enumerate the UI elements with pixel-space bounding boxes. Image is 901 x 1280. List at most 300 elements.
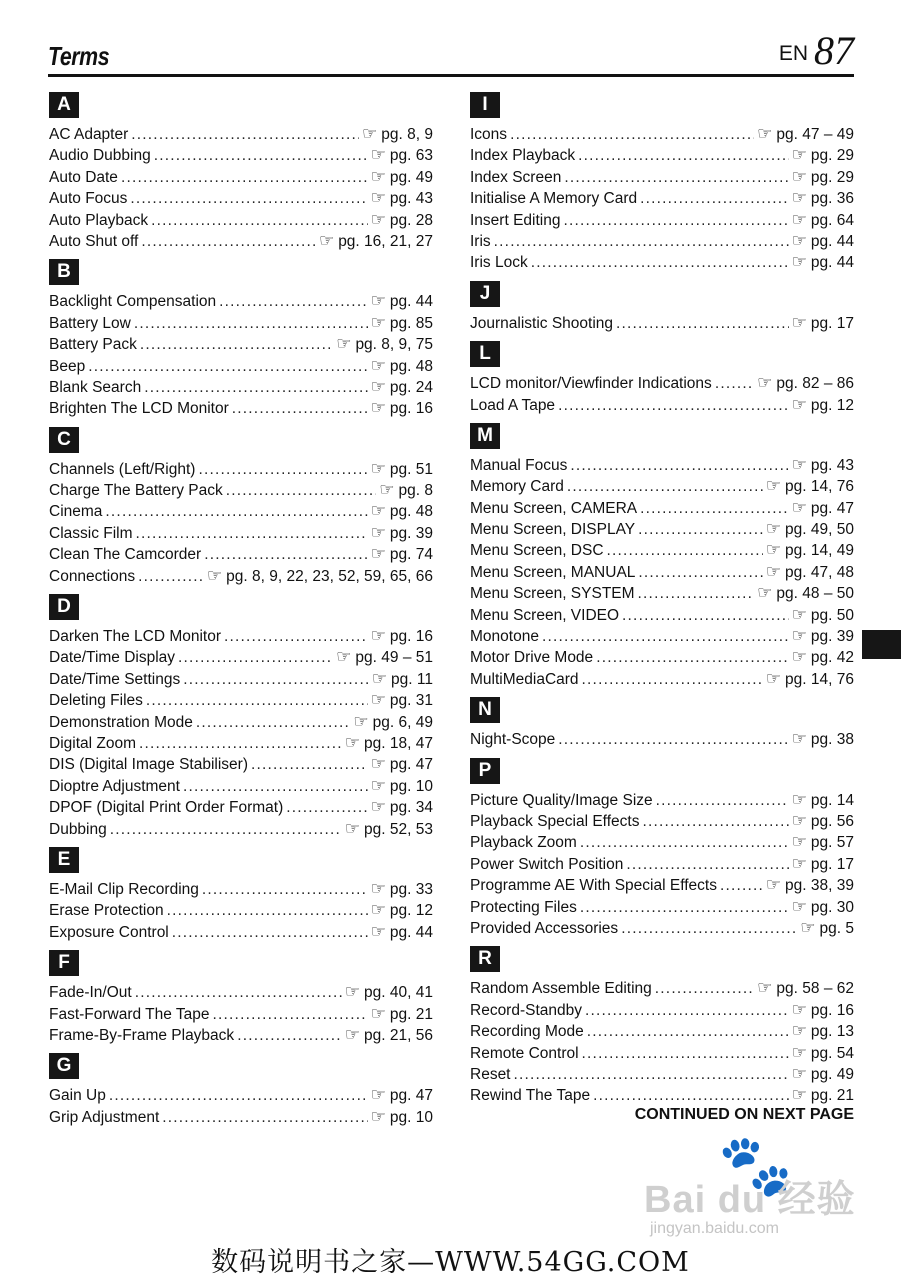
index-entry xyxy=(49,333,433,354)
pointing-hand-icon: ☞ xyxy=(791,454,807,474)
page-ref-text: pg. 16 xyxy=(389,400,433,418)
index-section-e xyxy=(49,847,433,942)
dot-leader xyxy=(593,1085,789,1106)
index-section-m xyxy=(470,423,854,689)
dot-leader xyxy=(564,167,788,188)
index-entry xyxy=(470,209,854,230)
entry-term: Darken The LCD Monitor xyxy=(49,628,222,646)
dot-leader xyxy=(715,373,754,394)
entry-term: Dubbing xyxy=(49,820,107,838)
page-ref-text: pg. 48 – 50 xyxy=(776,585,854,603)
entry-term: Rewind The Tape xyxy=(470,1087,591,1105)
index-entry xyxy=(49,312,433,333)
pointing-hand-icon: ☞ xyxy=(344,1024,361,1044)
index-section-d xyxy=(49,594,433,839)
section-letter: J xyxy=(470,281,500,307)
entry-page-ref xyxy=(371,899,433,921)
pointing-hand-icon: ☞ xyxy=(370,166,386,186)
entry-page-ref xyxy=(353,711,433,733)
index-entry xyxy=(470,454,854,475)
entry-page-ref xyxy=(371,689,433,711)
index-entry xyxy=(49,1003,433,1024)
index-section-n xyxy=(470,697,854,749)
page-ref-text: pg. 13 xyxy=(810,1023,854,1041)
index-entry xyxy=(470,625,854,646)
section-side-tab xyxy=(862,630,901,659)
page-ref-text: pg. 44 xyxy=(810,232,854,250)
footer-site-banner: 数码说明书之家—WWW.54GG.COM xyxy=(211,1247,690,1278)
entry-term: Auto Date xyxy=(49,168,118,186)
page-ref-text: pg. 10 xyxy=(389,777,433,795)
entry-term: Beep xyxy=(49,357,86,375)
entry-page-ref xyxy=(792,789,854,811)
entry-term: Dioptre Adjustment xyxy=(49,777,180,795)
watermark-url: jingyan.baidu.com xyxy=(650,1220,779,1237)
pointing-hand-icon: ☞ xyxy=(370,754,386,774)
entry-term: E-Mail Clip Recording xyxy=(49,880,199,898)
index-entry xyxy=(49,753,433,774)
entry-page-ref xyxy=(207,565,433,587)
dot-leader xyxy=(202,879,368,900)
entry-page-ref xyxy=(757,582,854,604)
section-letter: M xyxy=(470,423,500,449)
entry-page-ref xyxy=(371,500,433,522)
index-entry xyxy=(49,209,433,230)
index-entry xyxy=(470,831,854,852)
dot-leader xyxy=(144,377,367,398)
entry-page-ref xyxy=(792,209,854,231)
entry-page-ref xyxy=(371,796,433,818)
entry-page-ref xyxy=(336,646,433,668)
page-ref-text: pg. 47, 48 xyxy=(785,563,854,581)
index-entry xyxy=(470,166,854,187)
page-ref-text: pg. 14, 76 xyxy=(785,670,854,688)
entry-term: Power Switch Position xyxy=(470,855,624,873)
dot-leader xyxy=(105,501,367,522)
index-entry xyxy=(49,565,433,586)
entry-term: Auto Shut off xyxy=(49,232,139,250)
dot-leader xyxy=(232,398,368,419)
page-ref-text: pg. 8, 9, 22, 23, 52, 59, 65, 66 xyxy=(226,567,433,585)
page-ref-text: pg. 49 – 51 xyxy=(355,649,433,667)
index-entry xyxy=(49,376,433,397)
index-entry xyxy=(49,818,433,839)
dot-leader xyxy=(494,231,789,252)
page-ref-text: pg. 85 xyxy=(389,314,433,332)
index-entry xyxy=(49,981,433,1002)
index-entry xyxy=(470,1042,854,1063)
dot-leader xyxy=(140,334,333,355)
section-letter: I xyxy=(470,92,500,118)
pointing-hand-icon: ☞ xyxy=(791,810,807,830)
entry-term: Icons xyxy=(470,126,508,143)
dot-leader xyxy=(531,252,789,273)
entry-page-ref xyxy=(792,312,854,334)
dot-leader xyxy=(204,544,367,565)
index-entry xyxy=(470,896,854,917)
index-section-c xyxy=(49,427,433,586)
entry-page-ref xyxy=(766,518,854,540)
dot-leader xyxy=(88,356,367,377)
index-entry xyxy=(470,999,854,1020)
dot-leader xyxy=(622,605,789,626)
entry-term: Insert Editing xyxy=(470,211,561,229)
entry-term: Memory Card xyxy=(470,478,564,496)
dot-leader xyxy=(130,188,367,209)
index-entry xyxy=(49,899,433,920)
pointing-hand-icon: ☞ xyxy=(765,561,782,581)
page-ref-text: pg. 28 xyxy=(389,211,433,229)
dot-leader xyxy=(136,523,368,544)
page-ref-text: pg. 38, 39 xyxy=(785,877,854,895)
index-section-f xyxy=(49,950,433,1045)
pointing-hand-icon: ☞ xyxy=(370,1085,386,1105)
index-entry xyxy=(470,518,854,539)
dot-leader xyxy=(224,626,368,647)
continued-note: CONTINUED ON NEXT PAGE xyxy=(634,1106,854,1123)
index-entry xyxy=(49,1024,433,1045)
index-entry xyxy=(49,796,433,817)
entry-term: Menu Screen, CAMERA xyxy=(470,499,638,517)
dot-leader xyxy=(587,1021,789,1042)
index-entry xyxy=(49,187,433,208)
pointing-hand-icon: ☞ xyxy=(791,1042,807,1062)
dot-leader xyxy=(580,832,789,853)
entry-term: Night-Scope xyxy=(470,731,556,749)
entry-term: Gain Up xyxy=(49,1087,106,1105)
entry-term: Connections xyxy=(49,567,136,585)
index-entry xyxy=(49,290,433,311)
entry-term: Blank Search xyxy=(49,378,142,396)
index-entry xyxy=(470,475,854,496)
page-ref-text: pg. 39 xyxy=(810,628,854,646)
entry-page-ref xyxy=(766,539,854,561)
index-entry xyxy=(49,230,433,251)
entry-term: Picture Quality/Image Size xyxy=(470,791,653,809)
page-ref-text: pg. 58 – 62 xyxy=(776,980,854,998)
index-section-g xyxy=(49,1053,433,1127)
entry-term: DPOF (Digital Print Order Format) xyxy=(49,799,284,817)
pointing-hand-icon: ☞ xyxy=(757,583,773,603)
page-ref-text: pg. 29 xyxy=(810,147,854,165)
dot-leader xyxy=(162,1107,367,1128)
language-label: EN xyxy=(778,42,808,65)
entry-term: Index Playback xyxy=(470,147,576,165)
page-ref-text: pg. 44 xyxy=(389,293,433,311)
entry-page-ref xyxy=(379,479,433,501)
index-entry xyxy=(470,230,854,251)
page-ref-text: pg. 17 xyxy=(810,855,854,873)
entry-page-ref xyxy=(345,732,433,754)
pointing-hand-icon: ☞ xyxy=(791,1063,807,1083)
index-entry xyxy=(49,166,433,187)
index-entry xyxy=(49,522,433,543)
entry-page-ref xyxy=(766,561,854,583)
index-entry xyxy=(49,1084,433,1105)
index-entry xyxy=(470,582,854,603)
page-ref-text: pg. 43 xyxy=(389,190,433,208)
pointing-hand-icon: ☞ xyxy=(791,604,807,624)
entry-page-ref xyxy=(371,397,433,419)
pointing-hand-icon: ☞ xyxy=(362,124,378,143)
entry-term: Date/Time Display xyxy=(49,649,176,667)
dot-leader xyxy=(251,754,368,775)
index-section-r xyxy=(470,946,854,1105)
entry-term: DIS (Digital Image Stabiliser) xyxy=(49,756,248,774)
entry-page-ref xyxy=(800,917,854,939)
dot-leader xyxy=(196,712,351,733)
page-ref-text: pg. 74 xyxy=(389,546,433,564)
dot-leader xyxy=(567,476,763,497)
index-entry xyxy=(470,853,854,874)
pointing-hand-icon: ☞ xyxy=(344,818,361,838)
entry-term: Iris Lock xyxy=(470,254,528,272)
page-ref-text: pg. 36 xyxy=(810,190,854,208)
index-entry xyxy=(49,668,433,689)
dot-leader xyxy=(514,1064,789,1085)
entry-page-ref xyxy=(766,475,854,497)
entry-term: Demonstration Mode xyxy=(49,713,193,731)
dot-leader xyxy=(146,690,368,711)
pointing-hand-icon: ☞ xyxy=(791,626,807,646)
entry-term: Initialise A Memory Card xyxy=(470,190,638,208)
index-entry xyxy=(49,479,433,500)
section-letter: C xyxy=(49,427,79,453)
dot-leader xyxy=(134,313,368,334)
page-ref-text: pg. 16, 21, 27 xyxy=(338,232,433,250)
entry-term: Playback Zoom xyxy=(470,834,577,852)
entry-term: LCD monitor/Viewfinder Indications xyxy=(470,375,712,393)
page-ref-text: pg. 43 xyxy=(810,456,854,474)
pointing-hand-icon: ☞ xyxy=(791,647,807,667)
dot-leader xyxy=(110,819,342,840)
dot-leader xyxy=(213,1004,368,1025)
page-ref-text: pg. 10 xyxy=(389,1108,433,1126)
page-ref-text: pg. 17 xyxy=(810,314,854,332)
index-entry xyxy=(470,810,854,831)
entry-term: Record-Standby xyxy=(470,1001,583,1019)
page-ref-text: pg. 50 xyxy=(810,606,854,624)
page-ref-text: pg. 33 xyxy=(389,880,433,898)
entry-term: Menu Screen, MANUAL xyxy=(470,563,636,581)
entry-term: Battery Pack xyxy=(49,336,137,354)
index-column-left xyxy=(49,92,433,1135)
dot-leader xyxy=(582,1043,789,1064)
index-entry xyxy=(49,625,433,646)
section-letter: P xyxy=(470,758,500,784)
index-entry xyxy=(49,397,433,418)
dot-leader xyxy=(172,922,368,943)
pointing-hand-icon: ☞ xyxy=(370,1003,386,1023)
pointing-hand-icon: ☞ xyxy=(757,373,773,393)
dot-leader xyxy=(638,562,762,583)
dot-leader xyxy=(226,480,377,501)
pointing-hand-icon: ☞ xyxy=(791,188,807,208)
entry-page-ref xyxy=(371,522,433,544)
index-entry xyxy=(49,921,433,942)
entry-term: Clean The Camcorder xyxy=(49,546,202,564)
entry-page-ref xyxy=(336,333,433,355)
entry-term: Protecting Files xyxy=(470,898,577,916)
section-letter: A xyxy=(49,92,79,118)
entry-term: Index Screen xyxy=(470,168,562,186)
page-ref-text: pg. 8, 9, 75 xyxy=(355,336,433,354)
entry-term: Motor Drive Mode xyxy=(470,649,594,667)
pointing-hand-icon: ☞ xyxy=(791,312,807,332)
pointing-hand-icon: ☞ xyxy=(370,544,386,564)
entry-term: Iris xyxy=(470,232,491,250)
page-ref-text: pg. 82 – 86 xyxy=(776,375,854,393)
pointing-hand-icon: ☞ xyxy=(791,729,807,749)
entry-term: Provided Accessories xyxy=(470,919,619,937)
entry-page-ref xyxy=(371,166,433,188)
entry-page-ref xyxy=(371,144,433,166)
pointing-hand-icon: ☞ xyxy=(757,124,773,143)
entry-page-ref xyxy=(766,874,854,896)
entry-page-ref xyxy=(371,290,433,312)
index-section-b xyxy=(49,259,433,418)
dot-leader xyxy=(219,291,367,312)
pointing-hand-icon: ☞ xyxy=(370,797,386,817)
entry-term: Battery Low xyxy=(49,314,131,332)
pointing-hand-icon: ☞ xyxy=(318,230,335,250)
index-entry xyxy=(49,689,433,710)
page-ref-text: pg. 56 xyxy=(810,812,854,830)
entry-page-ref xyxy=(792,604,854,626)
entry-term: Digital Zoom xyxy=(49,734,136,752)
pointing-hand-icon: ☞ xyxy=(370,690,386,710)
index-entry xyxy=(470,497,854,518)
pointing-hand-icon: ☞ xyxy=(791,394,807,414)
dot-leader xyxy=(154,145,368,166)
dot-leader xyxy=(121,167,368,188)
pointing-hand-icon: ☞ xyxy=(765,540,782,560)
entry-term: Auto Focus xyxy=(49,190,128,208)
entry-term: Menu Screen, DSC xyxy=(470,542,604,560)
entry-page-ref xyxy=(371,187,433,209)
entry-page-ref xyxy=(792,230,854,252)
entry-term: Playback Special Effects xyxy=(470,812,640,830)
page-ref-text: pg. 48 xyxy=(389,503,433,521)
page-ref-text: pg. 14, 49 xyxy=(785,542,854,560)
pointing-hand-icon: ☞ xyxy=(791,497,807,517)
entry-page-ref xyxy=(792,497,854,519)
page-ref-text: pg. 49 xyxy=(810,1065,854,1083)
entry-term: Load A Tape xyxy=(470,396,556,414)
entry-page-ref xyxy=(371,355,433,377)
entry-term: Brighten The LCD Monitor xyxy=(49,400,229,418)
page-ref-text: pg. 6, 49 xyxy=(372,713,433,731)
pointing-hand-icon: ☞ xyxy=(791,999,807,1019)
entry-term: Classic Film xyxy=(49,524,133,542)
dot-leader xyxy=(616,313,789,334)
pointing-hand-icon: ☞ xyxy=(379,480,395,500)
entry-page-ref xyxy=(757,123,854,145)
index-entry xyxy=(470,1020,854,1041)
pointing-hand-icon: ☞ xyxy=(370,355,386,375)
entry-page-ref xyxy=(792,853,854,875)
pointing-hand-icon: ☞ xyxy=(370,921,386,941)
page-ref-text: pg. 64 xyxy=(810,211,854,229)
entry-page-ref xyxy=(792,831,854,853)
entry-term: Channels (Left/Right) xyxy=(49,460,196,478)
entry-page-ref xyxy=(371,1106,433,1128)
pointing-hand-icon: ☞ xyxy=(370,626,386,646)
pointing-hand-icon: ☞ xyxy=(370,376,386,396)
page-ref-text: pg. 21 xyxy=(389,1005,433,1023)
entry-page-ref xyxy=(345,818,433,840)
pointing-hand-icon: ☞ xyxy=(757,978,773,998)
pointing-hand-icon: ☞ xyxy=(370,312,386,332)
pointing-hand-icon: ☞ xyxy=(370,900,386,920)
page-ref-text: pg. 34 xyxy=(389,799,433,817)
section-letter: L xyxy=(470,341,500,367)
page-ref-text: pg. 63 xyxy=(389,147,433,165)
page-ref-text: pg. 49 xyxy=(389,168,433,186)
dot-leader xyxy=(542,626,789,647)
dot-leader xyxy=(131,124,359,145)
pointing-hand-icon: ☞ xyxy=(206,565,223,585)
index-entry xyxy=(470,789,854,810)
page-ref-text: pg. 57 xyxy=(810,834,854,852)
pointing-hand-icon: ☞ xyxy=(336,647,352,667)
index-entry xyxy=(49,775,433,796)
paw-logo-icon: 🐾 xyxy=(718,1132,793,1199)
entry-term: Exposure Control xyxy=(49,923,169,941)
entry-page-ref xyxy=(345,981,433,1003)
dot-leader xyxy=(286,797,367,818)
index-entry xyxy=(470,123,854,144)
pointing-hand-icon: ☞ xyxy=(791,896,807,916)
page-ref-text: pg. 14, 76 xyxy=(785,478,854,496)
entry-term: Monotone xyxy=(470,628,539,646)
page-number: 87 xyxy=(814,28,854,73)
pointing-hand-icon: ☞ xyxy=(765,476,782,496)
dot-leader xyxy=(167,900,368,921)
pointing-hand-icon: ☞ xyxy=(370,188,386,208)
index-entry xyxy=(49,1106,433,1127)
index-entry xyxy=(470,394,854,415)
dot-leader xyxy=(109,1085,368,1106)
index-entry xyxy=(49,144,433,165)
entry-page-ref xyxy=(371,878,433,900)
index-column-right xyxy=(470,92,854,1114)
page-ref-text: pg. 18, 47 xyxy=(364,734,433,752)
pointing-hand-icon: ☞ xyxy=(353,711,369,731)
entry-page-ref xyxy=(792,454,854,476)
index-entry xyxy=(470,604,854,625)
pointing-hand-icon: ☞ xyxy=(791,789,807,809)
entry-page-ref xyxy=(792,251,854,273)
index-section-j xyxy=(470,281,854,333)
page-ref-text: pg. 12 xyxy=(389,902,433,920)
entry-page-ref xyxy=(371,543,433,565)
pointing-hand-icon: ☞ xyxy=(791,1085,807,1105)
entry-page-ref xyxy=(792,625,854,647)
section-letter: G xyxy=(49,1053,79,1079)
pointing-hand-icon: ☞ xyxy=(370,522,386,542)
dot-leader xyxy=(237,1025,342,1046)
page-ref-text: pg. 16 xyxy=(389,628,433,646)
entry-page-ref xyxy=(792,1063,854,1085)
section-letter: F xyxy=(49,950,79,976)
index-entry xyxy=(470,728,854,749)
index-entry xyxy=(470,187,854,208)
index-entry xyxy=(470,539,854,560)
index-section-p xyxy=(470,758,854,939)
page-ref-text: pg. 44 xyxy=(389,923,433,941)
entry-page-ref xyxy=(792,728,854,750)
